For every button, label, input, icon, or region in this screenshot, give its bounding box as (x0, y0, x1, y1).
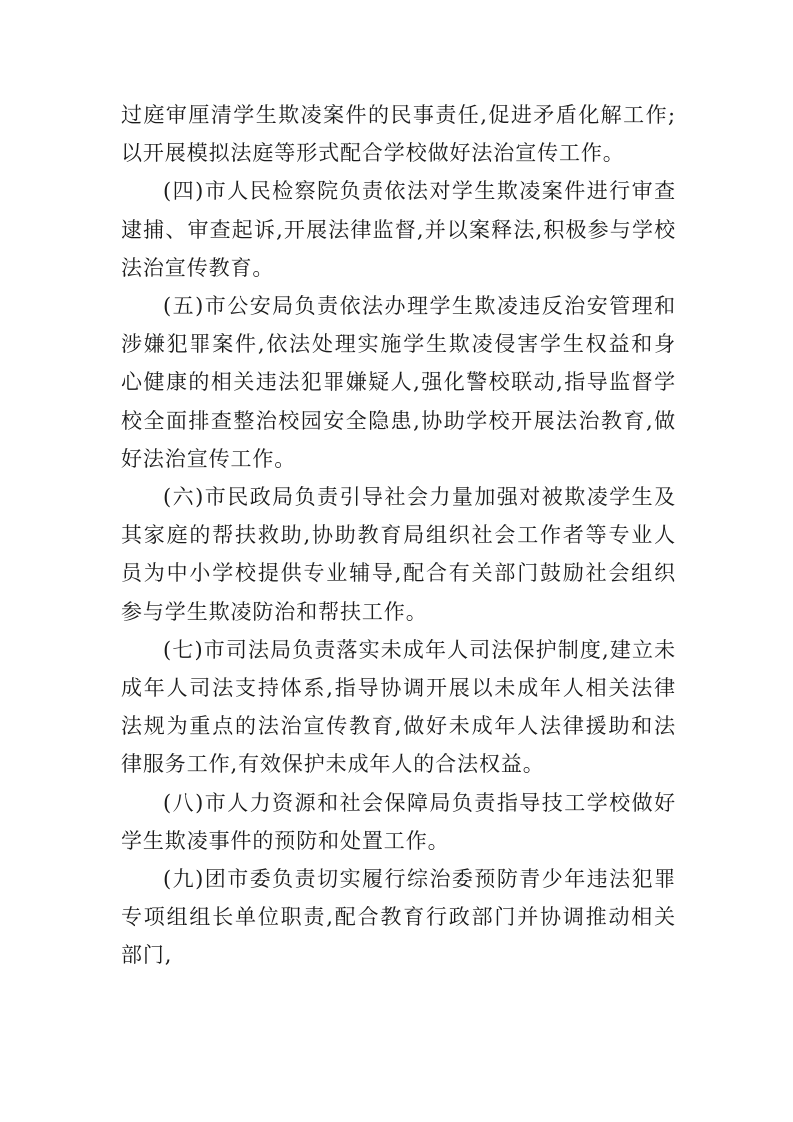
paragraph-item-6: (六)市民政局负责引导社会力量加强对被欺凌学生及其家庭的帮扶救助,协助教育局组织社会工作者等专业人员为中小学校提供专业辅导,配合有关部门鼓励社会组织参与学生欺凌防治和帮扶工作。 (121, 485, 676, 624)
paragraph-continuation: 过庭审厘清学生欺凌案件的民事责任,促进矛盾化解工作;以开展模拟法庭等形式配合学校做好法治宣传工作。 (121, 103, 676, 166)
paragraph-item-7: (七)市司法局负责落实未成年人司法保护制度,建立未成年人司法支持体系,指导协调开展以未成年人相关法律法规为重点的法治宣传教育,做好未成年人法律援助和法律服务工作,有效保护未成年人的合法权益。 (121, 637, 676, 777)
paragraph-item-9: (九)团市委负责切实履行综治委预防青少年违法犯罪专项组组长单位职责,配合教育行政部门并协调推动相关部门, (121, 867, 676, 968)
paragraph-item-4: (四)市人民检察院负责依法对学生欺凌案件进行审查逮捕、审查起诉,开展法律监督,并以案释法,积极参与学校法治宣传教育。 (121, 179, 676, 280)
paragraph-item-5: (五)市公安局负责依法办理学生欺凌违反治安管理和涉嫌犯罪案件,依法处理实施学生欺凌侵害学生权益和身心健康的相关违法犯罪嫌疑人,强化警校联动,指导监督学校全面排查整治校园安全隐患,协助学校开展法治教育,做好法治宣传工作。 (121, 294, 676, 471)
document-page (121, 96, 676, 975)
paragraph-item-8: (八)市人力资源和社会保障局负责指导技工学校做好学生欺凌事件的预防和处置工作。 (121, 790, 676, 853)
